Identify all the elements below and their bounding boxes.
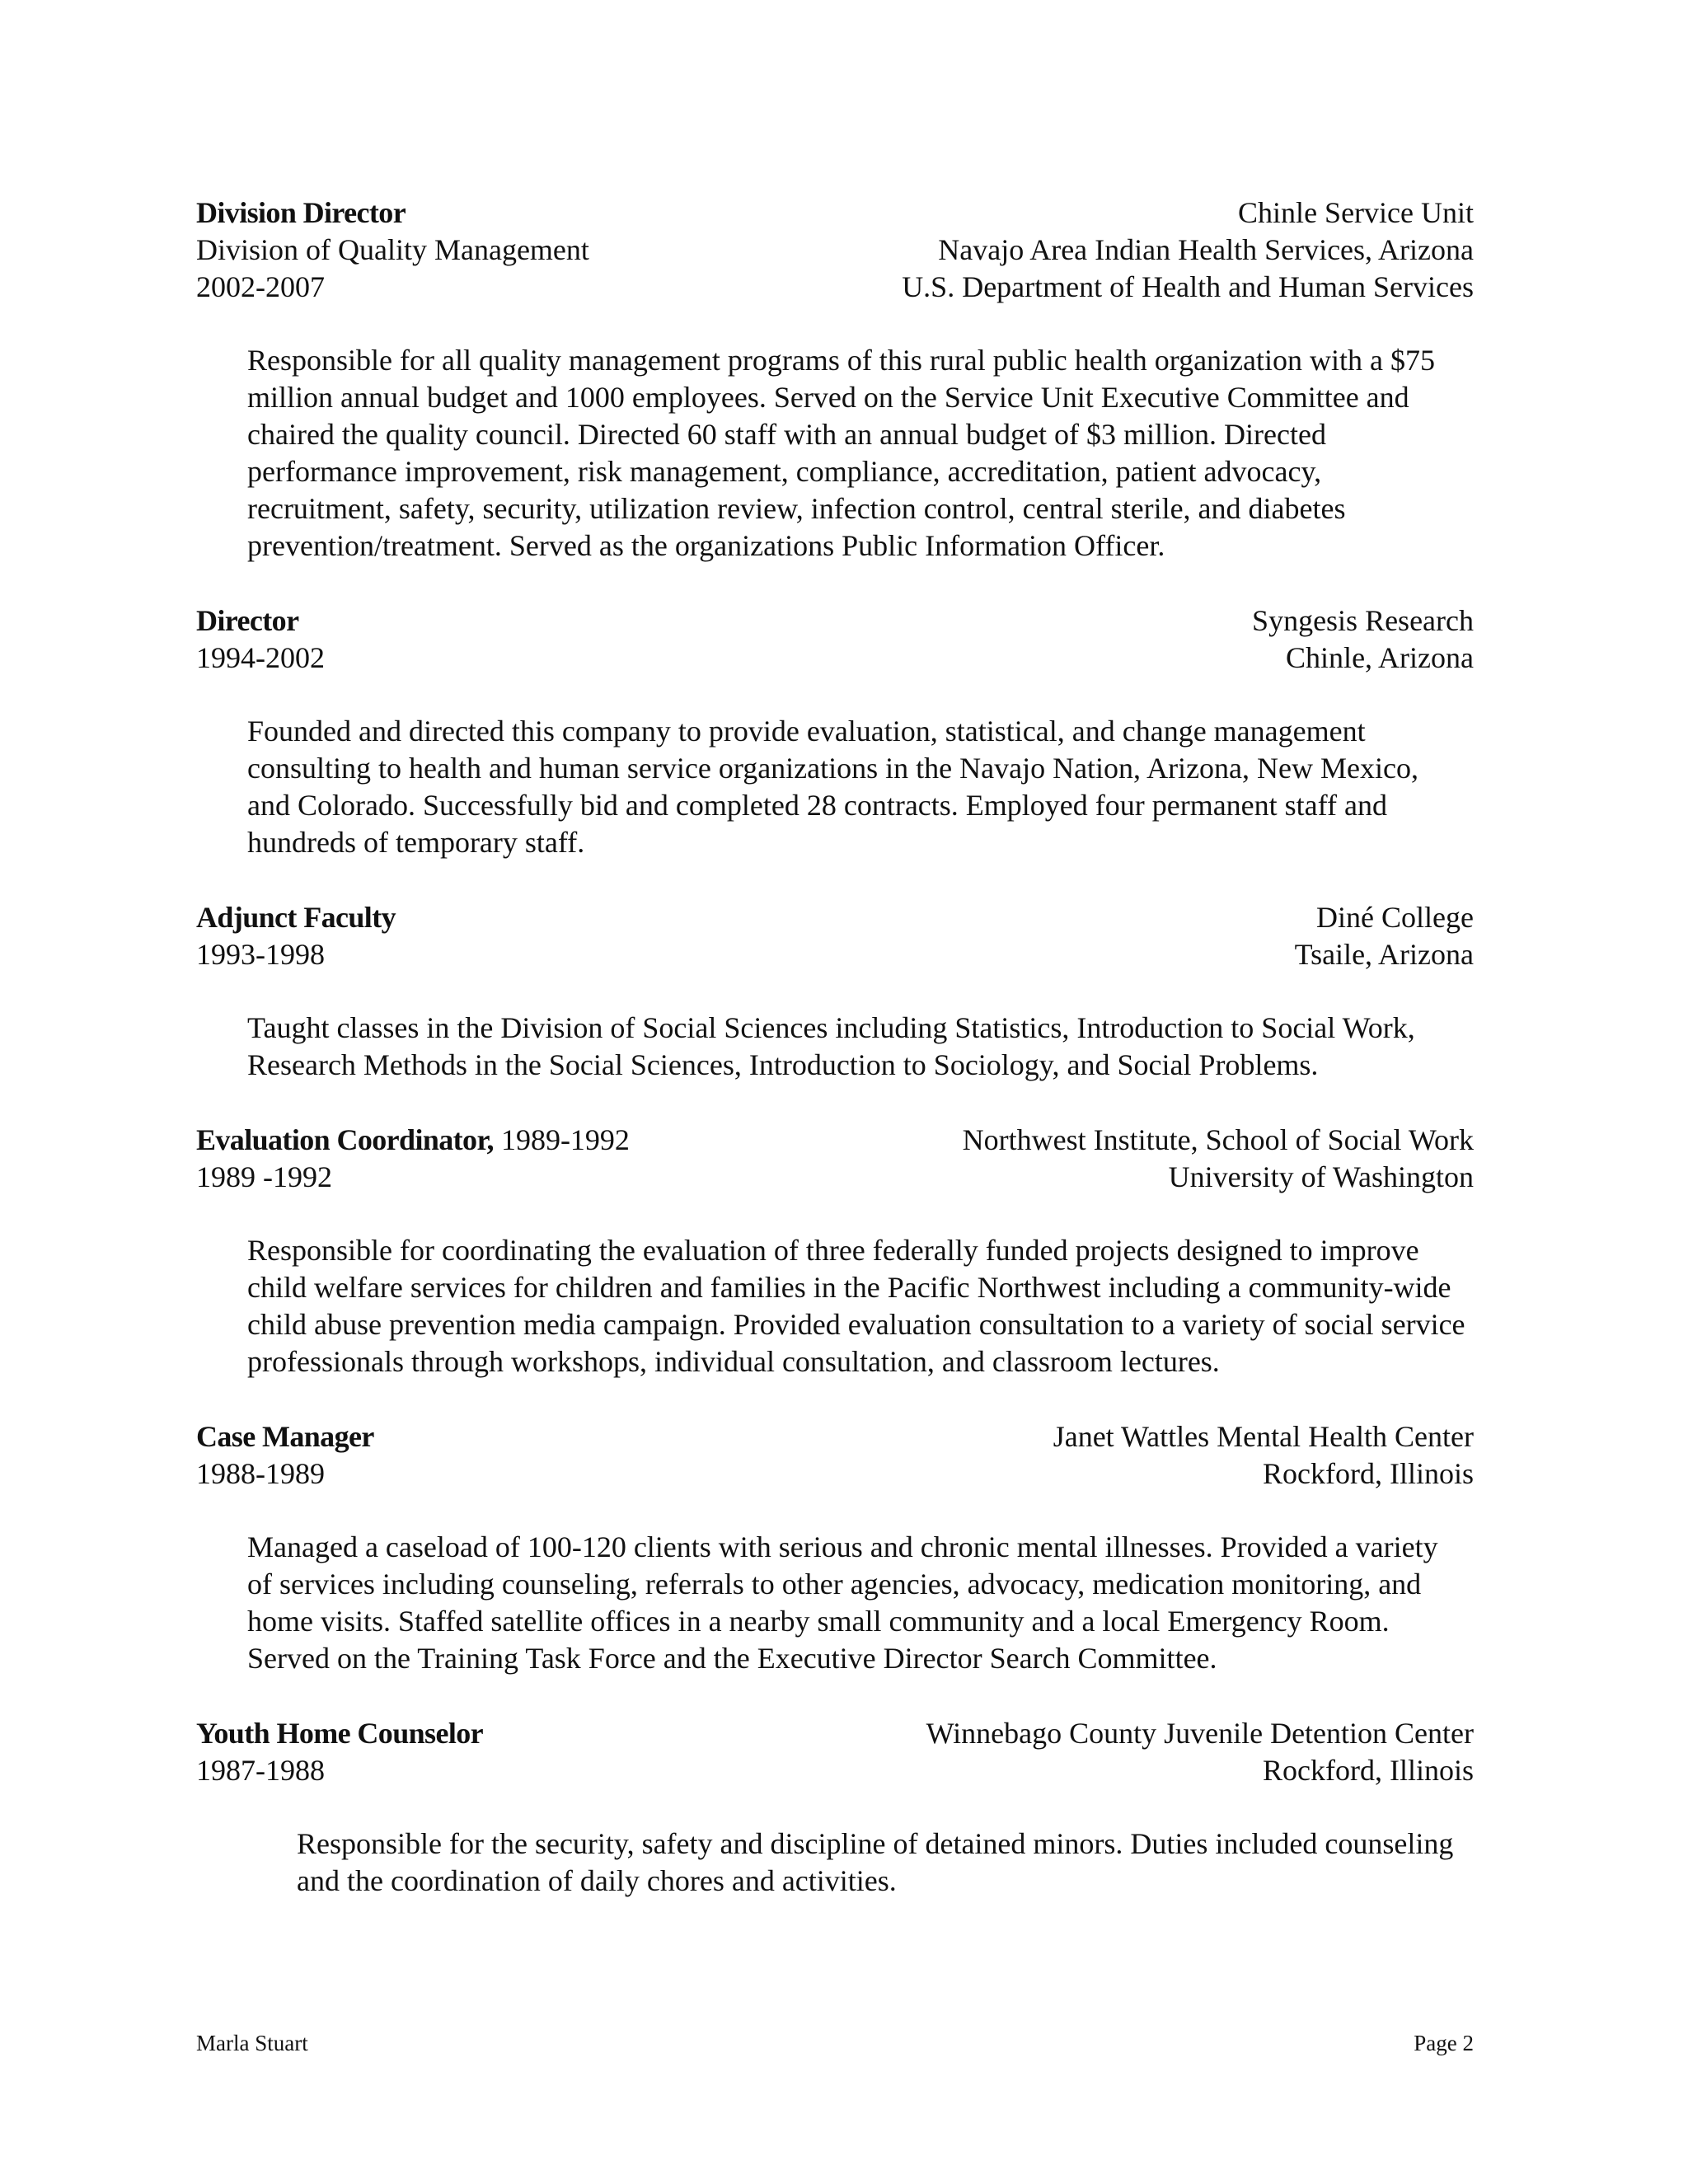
job-description: Managed a caseload of 100-120 clients with serious and chronic mental illnesses. Provided a variety of services including counseling, referrals to other agencies, advocacy, medication monitoring, and home visits. Staffed satellite offices in a nearby small community and a local Emergency Room. Served on the Training Task Force and the Executive Director Search Committee. bbox=[247, 1530, 1438, 1675]
job-entry bbox=[196, 1418, 1474, 1677]
resume-page bbox=[196, 194, 1474, 1900]
job-dates: 1988-1989 bbox=[196, 1457, 325, 1490]
employer-name: Janet Wattles Mental Health Center bbox=[1053, 1420, 1474, 1453]
job-department: Division of Quality Management bbox=[196, 233, 589, 266]
job-dates: 1989 -1992 bbox=[196, 1160, 332, 1193]
page-footer bbox=[196, 2029, 1474, 2057]
job-detail-row bbox=[196, 232, 1474, 269]
job-header-row bbox=[196, 194, 1474, 232]
footer-author-name: Marla Stuart bbox=[196, 2031, 308, 2055]
job-header-row bbox=[196, 1418, 1474, 1455]
job-dates: 1987-1988 bbox=[196, 1754, 325, 1787]
job-entry bbox=[196, 602, 1474, 861]
job-header-row bbox=[196, 1122, 1474, 1159]
job-title: Evaluation Coordinator, bbox=[196, 1123, 494, 1156]
job-description: Responsible for coordinating the evaluation of three federally funded projects designed to improve child welfare services for children and families in the Pacific Northwest including a community-wide child abuse prevention media campaign. Provided evaluation consultation to a variety of social service professionals through workshops, individual consultation, and classroom lectures. bbox=[247, 1234, 1465, 1378]
employer-location: Rockford, Illinois bbox=[1263, 1754, 1474, 1787]
job-dates: 2002-2007 bbox=[196, 270, 325, 303]
job-title: Case Manager bbox=[196, 1420, 374, 1453]
job-entry bbox=[196, 899, 1474, 1084]
job-title: Director bbox=[196, 604, 299, 637]
job-description: Responsible for the security, safety and discipline of detained minors. Duties included counseling and the coordination of daily chores and activities. bbox=[297, 1827, 1454, 1897]
employer-detail: U.S. Department of Health and Human Services bbox=[902, 270, 1474, 303]
job-description: Responsible for all quality management programs of this rural public health organization with a $75 million annual budget and 1000 employees. Served on the Service Unit Executive Committee and chaired the quality council. Directed 60 staff with an annual budget of $3 million. Directed performance improvement, risk management, compliance, accreditation, patient advocacy, recruitment, safety, security, utilization review, infection control, central sterile, and diabetes prevention/treatment. Served as the organizations Public Information Officer. bbox=[247, 344, 1435, 562]
job-detail-row bbox=[196, 1455, 1474, 1493]
job-detail-row bbox=[196, 1752, 1474, 1789]
job-header-row bbox=[196, 899, 1474, 936]
job-title-group bbox=[196, 1122, 630, 1159]
job-description: Taught classes in the Division of Social Sciences including Statistics, Introduction to Social Work, Research Methods in the Social Sciences, Introduction to Sociology, and Social Problems. bbox=[247, 1011, 1415, 1081]
job-title: Division Director bbox=[196, 196, 406, 229]
job-dates: 1994-2002 bbox=[196, 641, 325, 674]
job-header-row bbox=[196, 1715, 1474, 1752]
employer-name: Winnebago County Juvenile Detention Center bbox=[926, 1717, 1474, 1750]
employer-name: Chinle Service Unit bbox=[1238, 196, 1474, 229]
job-detail-row bbox=[196, 640, 1474, 677]
job-title: Youth Home Counselor bbox=[196, 1717, 484, 1750]
footer-page-number: Page 2 bbox=[1414, 2031, 1474, 2055]
job-header-row bbox=[196, 602, 1474, 640]
job-detail-row bbox=[196, 936, 1474, 973]
job-detail-row bbox=[196, 269, 1474, 306]
job-entry bbox=[196, 194, 1474, 565]
employer-detail: Navajo Area Indian Health Services, Arizona bbox=[938, 233, 1474, 266]
job-entry bbox=[196, 1715, 1474, 1900]
employer-location: Tsaile, Arizona bbox=[1294, 938, 1474, 971]
employer-name: Syngesis Research bbox=[1252, 604, 1474, 637]
job-entry bbox=[196, 1122, 1474, 1380]
job-detail-row bbox=[196, 1159, 1474, 1196]
employer-detail: University of Washington bbox=[1168, 1160, 1474, 1193]
employer-name: Diné College bbox=[1316, 901, 1474, 934]
job-title: Adjunct Faculty bbox=[196, 901, 396, 934]
job-title-dates: 1989-1992 bbox=[493, 1123, 630, 1156]
employer-location: Chinle, Arizona bbox=[1286, 641, 1474, 674]
job-dates: 1993-1998 bbox=[196, 938, 325, 971]
job-description: Founded and directed this company to provide evaluation, statistical, and change management consulting to health and human service organizations in the Navajo Nation, Arizona, New Mexico, and Colorado. Successfully bid and completed 28 contracts. Employed four permanent staff and hundreds of temporary staff. bbox=[247, 715, 1418, 859]
employer-name: Northwest Institute, School of Social Work bbox=[962, 1123, 1474, 1156]
employer-location: Rockford, Illinois bbox=[1263, 1457, 1474, 1490]
